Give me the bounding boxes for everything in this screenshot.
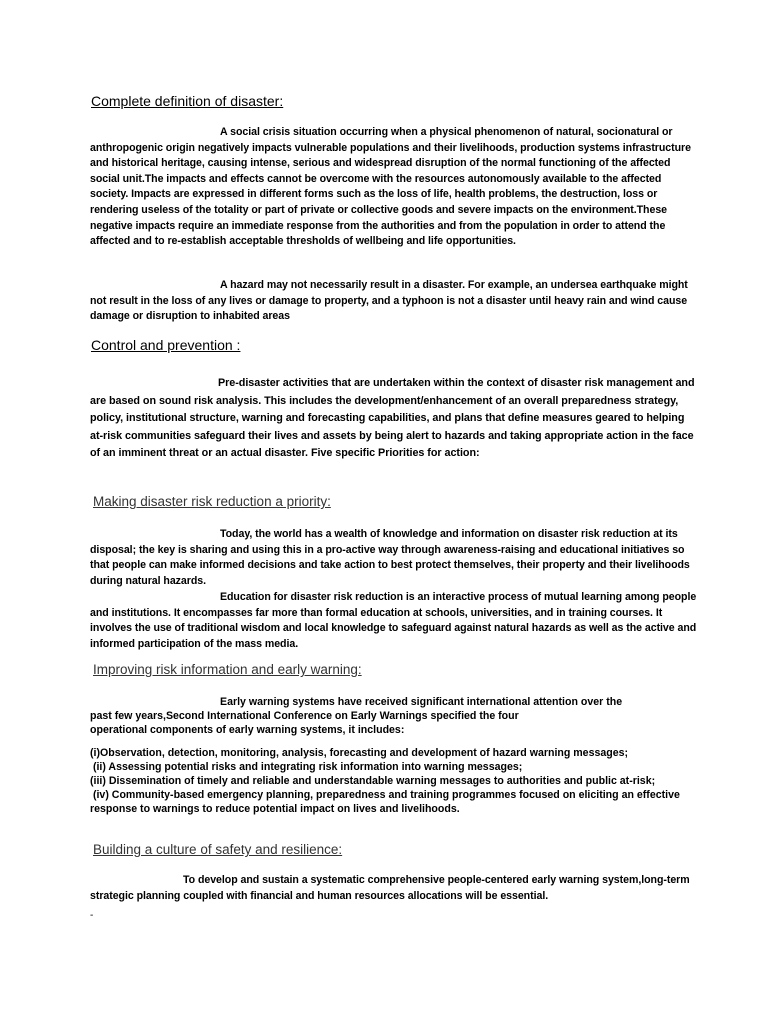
paragraph-hazard: A hazard may not necessarily result in a disaster. For example, an undersea earthquake might not result in the loss of any lives or damage to property, and a typhoon is not a disaster until heavy rain and wind cause damage or disruption to inhabited areas	[90, 279, 688, 323]
early-warning-components-list	[90, 746, 700, 816]
paragraph-early-warning: Early warning systems have received significant international attention over the past few years,Second International Conference on Early Warnings specified the four operational components of early warning systems, it includes:	[90, 696, 623, 736]
heading-risk-reduction-priority: Making disaster risk reduction a priority:	[93, 494, 331, 509]
trailing-dash: -	[90, 910, 94, 921]
list-item: (iv) Community-based emergency planning, preparedness and training programmes focused on eliciting an effective response to warnings to reduce potential impact on lives and livelihoods.	[90, 789, 683, 815]
heading-disaster-definition: Complete definition of disaster:	[91, 93, 284, 109]
list-item: (i)Observation, detection, monitoring, analysis, forecasting and development of hazard warning messages;	[90, 747, 629, 759]
list-item: (ii) Assessing potential risks and integrating risk information into warning messages;	[90, 761, 523, 773]
heading-early-warning: Improving risk information and early warning:	[93, 662, 362, 677]
list-item: (iii) Dissemination of timely and reliable and understandable warning messages to authorities and public at-risk;	[90, 775, 656, 787]
paragraph-education: Education for disaster risk reduction is an interactive process of mutual learning among people and institutions. It encompasses far more than formal education at schools, universities, and in training courses. It involves the use of traditional wisdom and local knowledge to safeguard against natural hazards as well as the active and informed participation of the mass media.	[90, 591, 697, 650]
paragraph-disaster-definition: A social crisis situation occurring when a physical phenomenon of natural, socionatural or anthropogenic origin negatively impacts vulnerable populations and their livelihoods, production systems infrastructure and historical heritage, causing intense, serious and widespread disruption of the normal functioning of the affected social unit.The impacts and effects cannot be overcome with the resources autonomously available to the affected society. Impacts are expressed in different forms such as the loss of life, health problems, the destruction, loss or rendering useless of the totality or part of private or collective goods and severe impacts on the environment.These negative impacts require an immediate response from the authorities and from the population in order to attend the affected and to re-establish acceptable thresholds of wellbeing and life opportunities.	[90, 126, 691, 248]
paragraph-pre-disaster: Pre-disaster activities that are undertaken within the context of disaster risk management and are based on sound risk analysis. This includes the development/enhancement of an overall preparedness strategy, policy, institutional structure, warning and forecasting capabilities, and plans that define measures geared to helping at-risk communities safeguard their lives and assets by being alert to hazards and taking appropriate action in the face of an imminent threat or an actual disaster. Five specific Priorities for action:	[90, 377, 695, 459]
heading-culture-safety: Building a culture of safety and resilience:	[93, 842, 343, 857]
paragraph-culture-safety: To develop and sustain a systematic comprehensive people-centered early warning system,long-term strategic planning coupled with financial and human resources allocations will be essential.	[90, 874, 690, 902]
paragraph-knowledge: Today, the world has a wealth of knowledge and information on disaster risk reduction at its disposal; the key is sharing and using this in a pro-active way through awareness-raising and educational initiatives so that people can make informed decisions and take action to best protect themselves, their property and their livelihoods during natural hazards.	[90, 528, 690, 587]
heading-control-prevention: Control and prevention :	[91, 337, 241, 353]
